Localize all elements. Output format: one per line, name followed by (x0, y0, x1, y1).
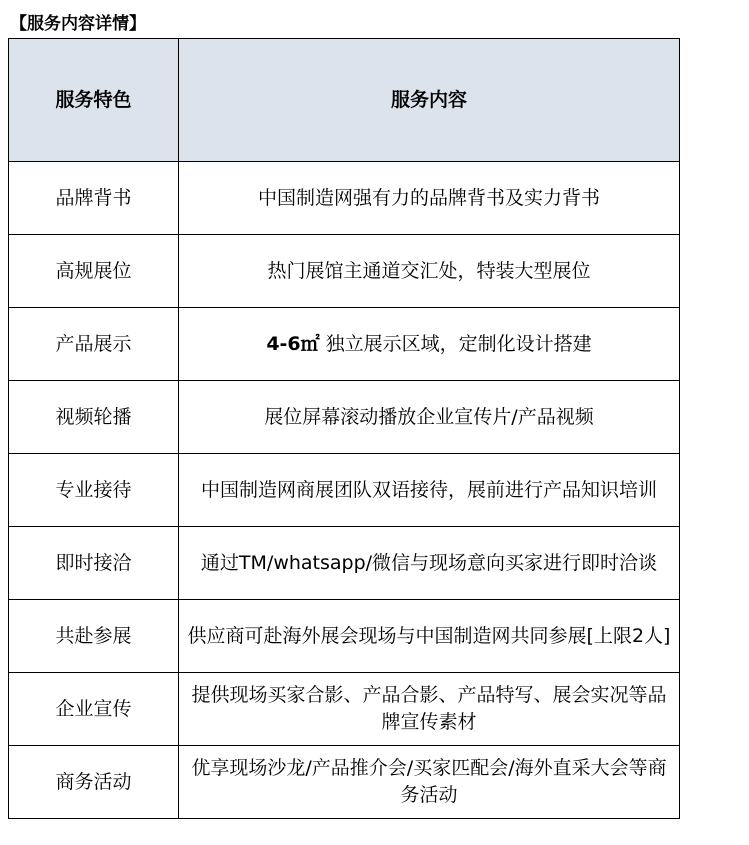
table-row (9, 600, 680, 673)
content-cell: 提供现场买家合影、产品合影、产品特写、展会实况等品牌宣传素材 (179, 673, 680, 746)
table-row (9, 746, 680, 819)
content-cell: 优享现场沙龙/产品推介会/买家匹配会/海外直采大会等商务活动 (179, 746, 680, 819)
area-size-text: 4-6㎡ (266, 332, 320, 355)
table-header-row (9, 39, 680, 162)
table-row (9, 673, 680, 746)
service-detail-table (8, 38, 680, 819)
feature-cell: 产品展示 (9, 308, 179, 381)
content-cell: 供应商可赴海外展会现场与中国制造网共同参展[上限2人] (179, 600, 680, 673)
table-row (9, 308, 680, 381)
content-text: 独立展示区域，定制化设计搭建 (319, 332, 592, 355)
feature-cell: 品牌背书 (9, 162, 179, 235)
content-cell: 中国制造网商展团队双语接待，展前进行产品知识培训 (179, 454, 680, 527)
content-cell: 通过TM/whatsapp/微信与现场意向买家进行即时洽谈 (179, 527, 680, 600)
table-row (9, 381, 680, 454)
section-title: 【服务内容详情】 (10, 14, 146, 34)
content-cell: 展位屏幕滚动播放企业宣传片/产品视频 (179, 381, 680, 454)
table-row (9, 527, 680, 600)
content-cell: 中国制造网强有力的品牌背书及实力背书 (179, 162, 680, 235)
header-service-feature: 服务特色 (9, 39, 179, 162)
feature-cell: 高规展位 (9, 235, 179, 308)
feature-cell: 共赴参展 (9, 600, 179, 673)
feature-cell: 商务活动 (9, 746, 179, 819)
content-cell: 热门展馆主通道交汇处，特装大型展位 (179, 235, 680, 308)
feature-cell: 企业宣传 (9, 673, 179, 746)
content-cell (179, 308, 680, 381)
feature-cell: 视频轮播 (9, 381, 179, 454)
table-row (9, 162, 680, 235)
feature-cell: 即时接洽 (9, 527, 179, 600)
table-row (9, 235, 680, 308)
feature-cell: 专业接待 (9, 454, 179, 527)
header-service-content: 服务内容 (179, 39, 680, 162)
table-row (9, 454, 680, 527)
